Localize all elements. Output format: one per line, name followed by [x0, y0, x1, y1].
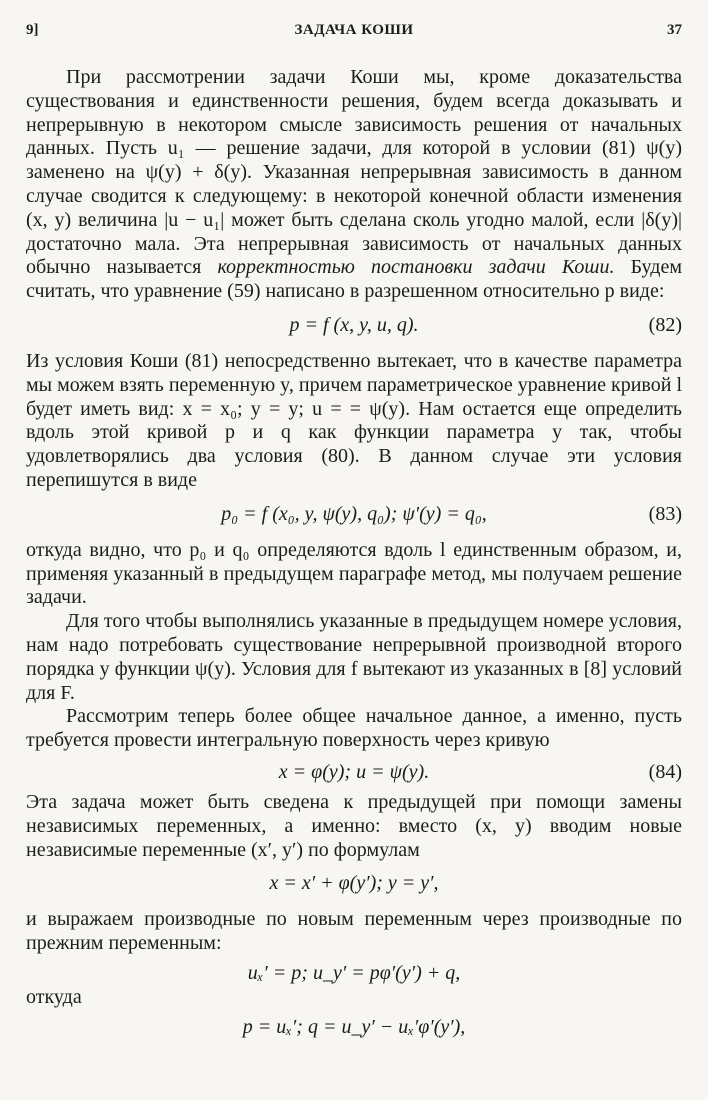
- equation-82-number: (82): [648, 313, 682, 336]
- equation-substitution-expr: x = x′ + φ(y′); y = y′,: [269, 872, 439, 895]
- paragraph-5-text: Рассмотрим теперь более общее начальное данное, а именно, пусть требуется провести интегральную поверхность через кривую: [26, 705, 682, 752]
- equation-82: [26, 310, 682, 344]
- paragraph-6: [26, 791, 682, 862]
- equation-82-expr: p = f (x, y, u, q).: [289, 313, 419, 336]
- paragraph-3-text: откуда видно, что p₀ и q₀ определяются вдоль l единственным образом, и, применяя указанный в предыдущем параграфе метод, мы получаем решение задачи.: [26, 538, 682, 609]
- word-otkuda: откуда: [26, 985, 82, 1008]
- page-number: 37: [667, 22, 682, 38]
- equation-derivatives: [26, 958, 682, 984]
- paragraph-6-text: Эта задача может быть сведена к предыдущей при помощи замены независимых переменных, а именно: вместо (x, y) вводим новые независимые переменные (x′, y′) по формулам: [26, 790, 682, 861]
- paragraph-3: [26, 539, 682, 610]
- equation-inverse: [26, 1012, 682, 1038]
- equation-84-expr: x = φ(y); u = ψ(y).: [278, 760, 430, 783]
- paragraph-2-text: Из условия Коши (81) непосредственно вытекает, что в качестве параметра мы можем взять переменную y, причем параметрическое уравнение кривой l будет иметь вид: x = x₀; y = y; u = = ψ(y). Нам остается еще определить вдоль этой кривой p и q как функции параметра y так, чтобы удовлетворялись два условия (80). В данном случае эти условия перепишутся в виде: [26, 349, 682, 491]
- equation-83: [26, 499, 682, 533]
- equation-83-expr: p₀ = f (x₀, y, ψ(y), q₀); ψ′(y) = q₀,: [221, 502, 487, 525]
- paragraph-5: [26, 705, 682, 753]
- equation-inverse-expr: p = uₓ′; q = u_y′ − uₓ′φ′(y′),: [242, 1015, 466, 1038]
- paragraph-1-text: При рассмотрении задачи Коши мы, кроме доказательства существования и единственности решения, будем всегда доказывать и непрерывную в некотором смысле зависимость решения от начальных данных. Пусть u₁ — решение задачи, для которой в условии (81) ψ(y) заменено на ψ(y) + δ(y). Указанная непрерывная зависимость в данном случае сводится к следующему: в некоторой конечной области изменения (x, y) величина |u − u₁| может быть сделана сколь угодно малой, если |δ(y)| достаточно мала. Эта непрерывная зависимость от начальных данных обычно называется: [26, 66, 682, 279]
- paragraph-2: [26, 350, 682, 493]
- equation-substitution: [26, 868, 682, 902]
- paragraph-1-end: Будем считать, что уравнение (59) написано в разрешенном относительно p виде:: [26, 256, 682, 303]
- equation-84: [26, 757, 682, 787]
- paragraph-1: [26, 66, 682, 304]
- running-title: ЗАДАЧА КОШИ: [294, 22, 414, 38]
- paragraph-4: [26, 610, 682, 705]
- paragraph-7-text: и выражаем производные по новым переменным через производные по прежним переменным:: [26, 908, 682, 955]
- equation-83-number: (83): [648, 502, 682, 525]
- equation-derivatives-expr: uₓ′ = p; u_y′ = pφ′(y′) + q,: [247, 961, 461, 984]
- paragraph-4-text: Для того чтобы выполнялись указанные в предыдущем номере условия, нам надо потребовать существование непрерывной производной второго порядка у функции ψ(y). Условия для f вытекают из указанных в [8] условий для F.: [26, 610, 682, 704]
- paragraph-1-emphasis: корректностью постановки задачи Коши.: [217, 256, 615, 279]
- equation-84-number: (84): [648, 760, 682, 783]
- paragraph-7: [26, 908, 682, 956]
- section-marker: 9]: [26, 22, 39, 38]
- page-body: [26, 66, 682, 1040]
- running-header: [26, 22, 682, 46]
